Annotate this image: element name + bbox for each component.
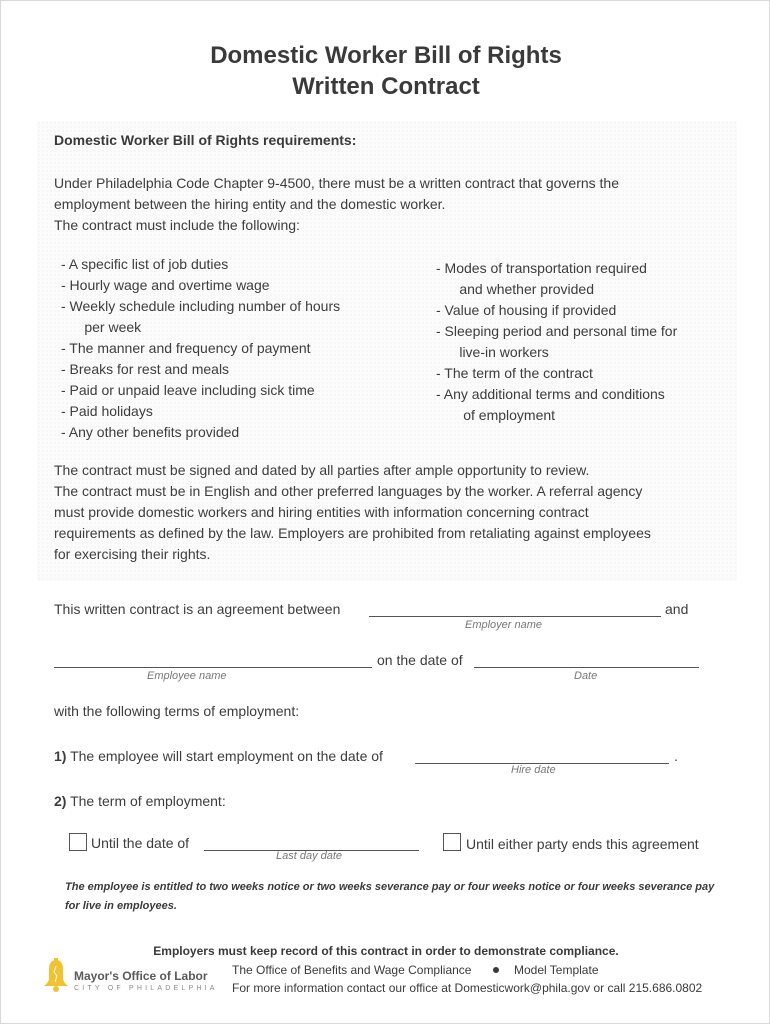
list-item: - Paid or unpaid leave including sick time [61, 382, 315, 398]
employee-name-caption: Employee name [147, 670, 227, 682]
hire-date-caption: Hire date [511, 764, 556, 776]
terms-label: with the following terms of employment: [54, 703, 300, 719]
requirements-heading: Domestic Worker Bill of Rights requirements: [54, 132, 357, 148]
list-item: - Hourly wage and overtime wage [61, 277, 270, 293]
liberty-bell-icon [41, 958, 71, 994]
intro-line: employment between the hiring entity and the domestic worker. [54, 196, 446, 212]
period-mark: . [674, 748, 678, 764]
list-item: - Weekly schedule including number of hours [61, 298, 341, 314]
start-date-item [54, 748, 383, 764]
until-party-ends-checkbox[interactable] [443, 833, 461, 851]
intro-line: Under Philadelphia Code Chapter 9-4500, there must be a written contract that governs the [54, 175, 619, 191]
requirements-list-right [436, 258, 677, 426]
item-number: 2) [54, 793, 67, 809]
document-subtitle: Written Contract [292, 73, 480, 100]
employee-name-field[interactable] [54, 667, 372, 668]
list-item: - Any other benefits provided [61, 424, 240, 440]
list-item: - A specific list of job duties [61, 256, 229, 272]
until-party-ends-label: Until either party ends this agreement [466, 836, 699, 852]
list-item: - The manner and frequency of payment [61, 340, 311, 356]
requirements-paragraph [54, 460, 734, 565]
date-caption: Date [574, 670, 598, 682]
paragraph-line: for exercising their rights. [54, 546, 211, 562]
item-number: 1) [54, 748, 67, 764]
employer-name-caption: Employer name [465, 619, 543, 631]
list-item: - Value of housing if provided [436, 302, 617, 318]
term-item [54, 793, 226, 809]
paragraph-line: The contract must be in English and other preferred languages by the worker. A referral agency [54, 483, 643, 499]
list-item: - Sleeping period and personal time for [436, 323, 678, 339]
and-label: and [665, 601, 689, 617]
intro-paragraph [54, 173, 734, 236]
paragraph-line: requirements as defined by the law. Employers are prohibited from retaliating against employees [54, 525, 651, 541]
list-item: - Modes of transportation required [436, 260, 647, 276]
severance-note: The employee is entitled to two weeks notice or two weeks severance pay or four weeks notice or four weeks severance pay for live in employees. [65, 881, 715, 912]
list-item: of employment [436, 407, 556, 423]
start-date-label: The employee will start employment on the date of [70, 748, 383, 764]
list-item: - Any additional terms and conditions [436, 386, 665, 402]
list-item: - The term of the contract [436, 365, 593, 381]
office-name: The Office of Benefits and Wage Compliance [232, 963, 472, 977]
list-item: per week [61, 319, 142, 335]
agreement-label: This written contract is an agreement between [54, 601, 341, 617]
contact-info: For more information contact our office at Domesticwork@phila.gov or call 215.686.0802 [232, 981, 703, 995]
last-day-caption: Last day date [276, 850, 343, 862]
on-date-label: on the date of [377, 652, 463, 668]
office-logo-city: CITY OF PHILADELPHIA [74, 985, 218, 992]
intro-line: The contract must include the following: [54, 217, 300, 233]
requirements-list-left [61, 254, 340, 443]
compliance-notice: Employers must keep record of this contract in order to demonstrate compliance. [153, 944, 619, 958]
until-date-checkbox[interactable] [69, 833, 87, 851]
office-line [232, 963, 471, 977]
list-item: live-in workers [436, 344, 549, 360]
paragraph-line: The contract must be signed and dated by all parties after ample opportunity to review. [54, 462, 590, 478]
bullet-separator [493, 967, 499, 973]
list-item: and whether provided [436, 281, 594, 297]
employer-name-field[interactable] [369, 616, 661, 617]
until-date-label: Until the date of [91, 835, 190, 851]
list-item: - Breaks for rest and meals [61, 361, 230, 377]
contract-date-field[interactable] [474, 667, 699, 668]
term-label: The term of employment: [70, 793, 226, 809]
model-template-label: Model Template [514, 963, 599, 977]
office-logo-name: Mayor's Office of Labor [74, 969, 208, 983]
paragraph-line: must provide domestic workers and hiring entities with information concerning contract [54, 504, 589, 520]
list-item: - Paid holidays [61, 403, 153, 419]
document-title: Domestic Worker Bill of Rights [210, 42, 562, 69]
